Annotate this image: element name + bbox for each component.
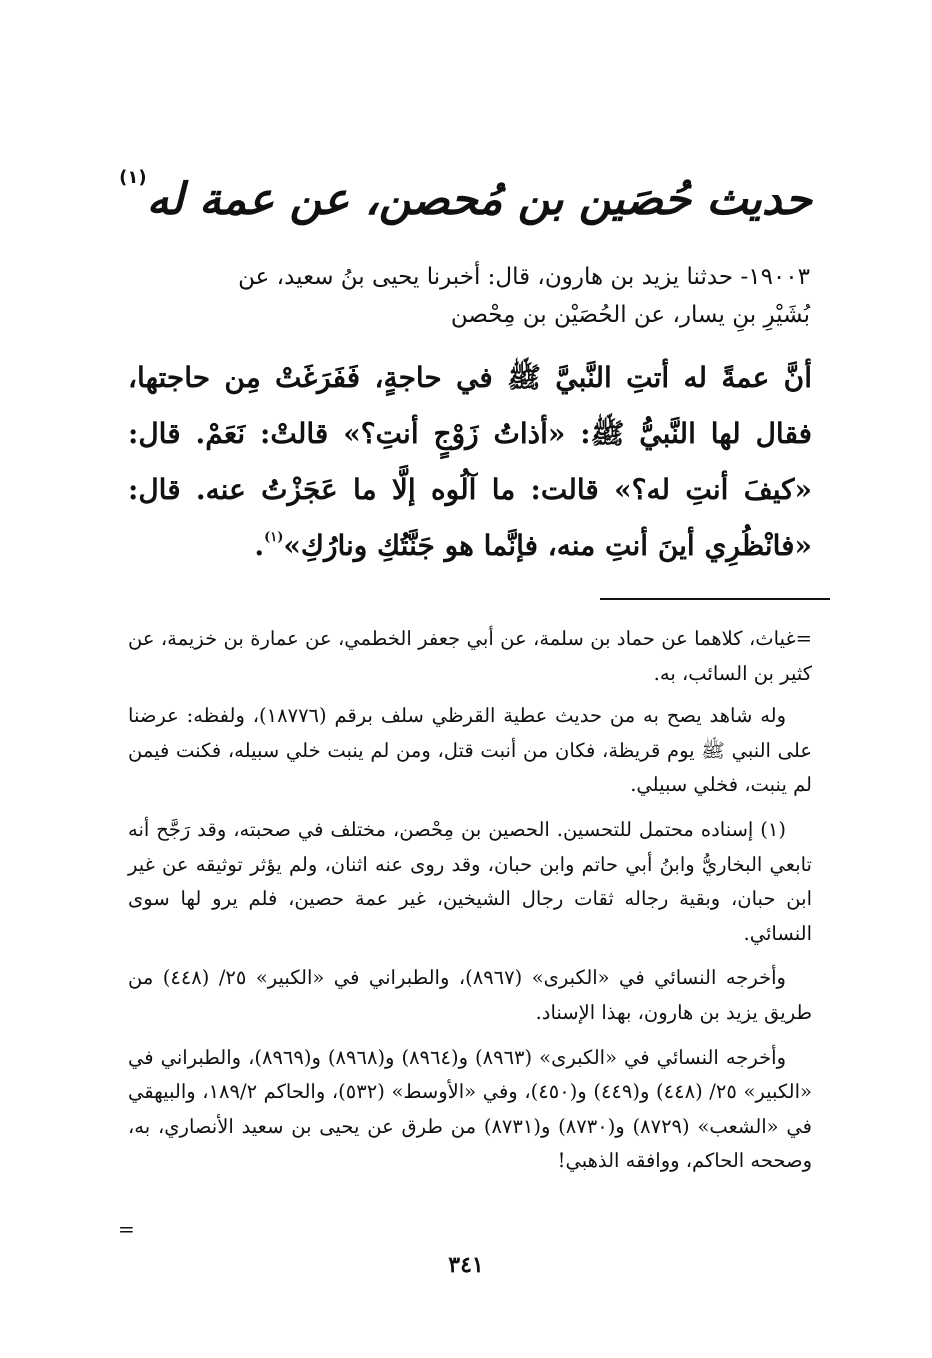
footnote-paragraph: وله شاهد يصح به من حديث عطية القرظي سلف برقم (١٨٧٧٦)، ولفظه: عرضنا على النبي ﷺ يوم قريظة، فكان من أنبت قتل، ومن لم ينبت خلي سبيله، فكنت فيمن لم ينبت، فخلي سبيلي. bbox=[128, 704, 812, 797]
footnote-separator bbox=[600, 598, 830, 600]
hadith-isnad bbox=[130, 258, 810, 334]
hadith-isnad-line-2: بُشَيْرِ بنِ يسار، عن الحُصَيْن بن مِحْصن bbox=[450, 302, 810, 328]
hadith-matn bbox=[128, 350, 812, 574]
hadith-matn-text: أنَّ عمةً له أتتِ النَّبيَّ ﷺ في حاجةٍ، فَفَرَغَتْ مِن حاجتها، فقال لها النَّبيُّ ﷺ: «أذاتُ زَوْجٍ أنتِ؟» قالتْ: نَعَمْ. قال: «كيفَ أنتِ له؟» قالت: ما آلُوه إلَّا ما عَجَزْتُ عنه. قال: «فانْظُرِي أينَ أنتِ منه، فإنَّما هو جَنَّتُكِ ونارُكِ» bbox=[128, 361, 812, 562]
hadith-matn-paragraph bbox=[128, 350, 812, 574]
matn-end-punctuation: . bbox=[254, 529, 265, 562]
section-heading-text: حديث حُصَين بن مُحصن، عن عمة له bbox=[146, 174, 812, 225]
page-number: ٣٤١ bbox=[448, 1252, 484, 1278]
footnote-paragraph: (١) إسناده محتمل للتحسين. الحصين بن مِحْصن، مختلف في صحبته، وقد رَجَّح أنه تابعي البخاريُّ وابنُ أبي حاتم وابن حبان، وقد روى عنه اثنان، ولم يؤثر توثيقه عن غير ابن حبان، وبقية رجاله ثقات رجال الشيخين، غير عمة حصين، فلم يرو لها سوى النسائي. bbox=[128, 817, 812, 945]
footnote-paragraph: وأخرجه النسائي في «الكبرى» (٨٩٦٧)، والطبراني في «الكبير» ٢٥/ (٤٤٨) من طريق يزيد بن هارون، بهذا الإسناد. bbox=[128, 966, 812, 1024]
heading-footnote-marker: (١) bbox=[119, 167, 147, 188]
footnote-paragraph: =غياث، كلاهما عن حماد بن سلمة، عن أبي جعفر الخطمي، عن عمارة بن خزيمة، عن كثير بن السائب، به. bbox=[128, 627, 812, 685]
hadith-isnad-line-1: ١٩٠٠٣- حدثنا يزيد بن هارون، قال: أخبرنا يحيى بنُ سعيد، عن bbox=[238, 264, 810, 290]
continuation-mark: = bbox=[118, 1217, 135, 1241]
matn-footnote-marker: (١) bbox=[264, 530, 284, 545]
footnote-paragraph: وأخرجه النسائي في «الكبرى» (٨٩٦٣) و(٨٩٦٤) و(٨٩٦٨) و(٨٩٦٩)، والطبراني في «الكبير» ٢٥/ (٤٤٨) و(٤٤٩) و(٤٥٠)، وفي «الأوسط» (٥٣٢)، والحاكم ١٨٩/٢، والبيهقي في «الشعب» (٨٧٢٩) و(٨٧٣٠) و(٨٧٣١) من طرق عن يحيى بن سعيد الأنصاري، به، وصححه الحاكم، ووافقه الذهبي! bbox=[128, 1045, 812, 1173]
section-heading bbox=[120, 160, 812, 240]
footnotes bbox=[128, 622, 812, 1189]
